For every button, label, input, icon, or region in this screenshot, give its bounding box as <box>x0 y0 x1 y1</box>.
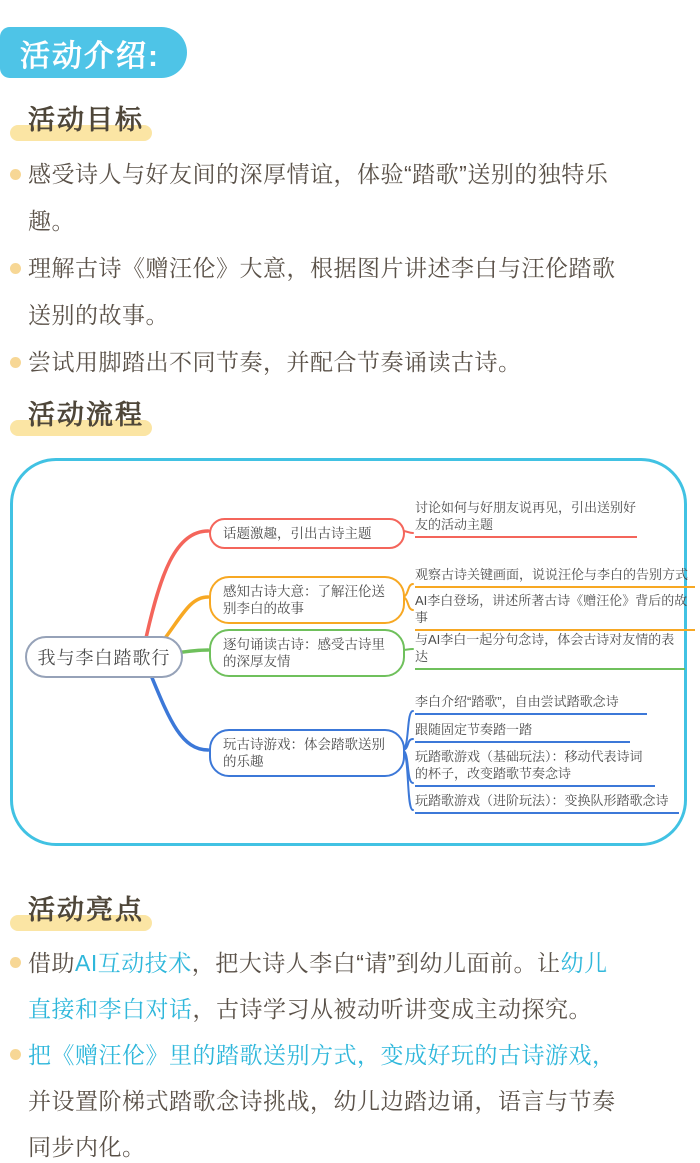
goals-list <box>10 151 670 386</box>
mindmap-root-node: 我与李白踏歌行 <box>25 636 183 678</box>
mindmap-leaf: 李白介绍“踏歌”，自由尝试踏歌念诗 <box>415 693 647 715</box>
mindmap-diagram <box>10 458 687 846</box>
mindmap-leaf: 与AI李白一起分句念诗，体会古诗对友情的表达 <box>415 631 685 670</box>
mindmap-node-meaning: 感知古诗大意：了解汪伦送别李白的故事 <box>209 576 405 624</box>
bullet-dot <box>10 957 21 968</box>
bullet-dot <box>10 1049 21 1060</box>
section-goals-heading <box>10 100 144 140</box>
highlight-text: 把《赠汪伦》里的踏歌送别方式，变成好玩的古诗游戏，并设置阶梯式踏歌念诗挑战，幼儿边踏边诵，语言与节奏同步内化。 <box>28 1042 616 1160</box>
mindmap-leaf: AI李白登场，讲述所著古诗《赠汪伦》背后的故事 <box>415 592 695 631</box>
goal-text: 理解古诗《赠汪伦》大意，根据图片讲述李白与汪伦踏歌送别的故事。 <box>28 255 616 328</box>
mindmap-node-recite: 逐句诵读古诗：感受古诗里的深厚友情 <box>209 629 405 677</box>
mindmap-leaf: 讨论如何与好朋友说再见，引出送别好友的活动主题 <box>415 499 637 538</box>
list-item <box>10 339 670 386</box>
page-title-badge <box>0 27 187 78</box>
mindmap-node-game: 玩古诗游戏：体会踏歌送别的乐趣 <box>209 729 405 777</box>
section-flow-heading <box>10 395 144 435</box>
mindmap-leaf: 玩踏歌游戏（基础玩法）：移动代表诗词的杯子，改变踏歌节奏念诗 <box>415 748 655 787</box>
mindmap-leaf: 跟随固定节奏踏一踏 <box>415 721 630 743</box>
list-item <box>10 151 670 245</box>
mindmap-node-topic: 话题激趣，引出古诗主题 <box>209 518 405 549</box>
bullet-dot <box>10 357 21 368</box>
section-goals-title: 活动目标 <box>28 105 144 135</box>
list-item <box>10 940 670 1032</box>
mindmap-leaf: 观察古诗关键画面，说说汪伦与李白的告别方式 <box>415 566 695 588</box>
mindmap-leaf: 玩踏歌游戏（进阶玩法）：变换队形踏歌念诗 <box>415 792 679 814</box>
highlights-list <box>10 940 670 1163</box>
section-highlights-heading <box>10 890 144 930</box>
list-item <box>10 245 670 339</box>
highlight-text: 借助AI互动技术，把大诗人李白“请”到幼儿面前。让幼儿直接和李白对话，古诗学习从被动听讲变成主动探究。 <box>28 950 608 1022</box>
goal-text: 感受诗人与好友间的深厚情谊，体验“踏歌”送别的独特乐趣。 <box>28 161 609 234</box>
page-title: 活动介绍: <box>20 39 160 73</box>
bullet-dot <box>10 263 21 274</box>
bullet-dot <box>10 169 21 180</box>
goal-text: 尝试用脚踏出不同节奏，并配合节奏诵读古诗。 <box>28 349 522 375</box>
list-item <box>10 1032 670 1163</box>
section-flow-title: 活动流程 <box>28 400 144 430</box>
section-highlights-title: 活动亮点 <box>28 895 144 925</box>
